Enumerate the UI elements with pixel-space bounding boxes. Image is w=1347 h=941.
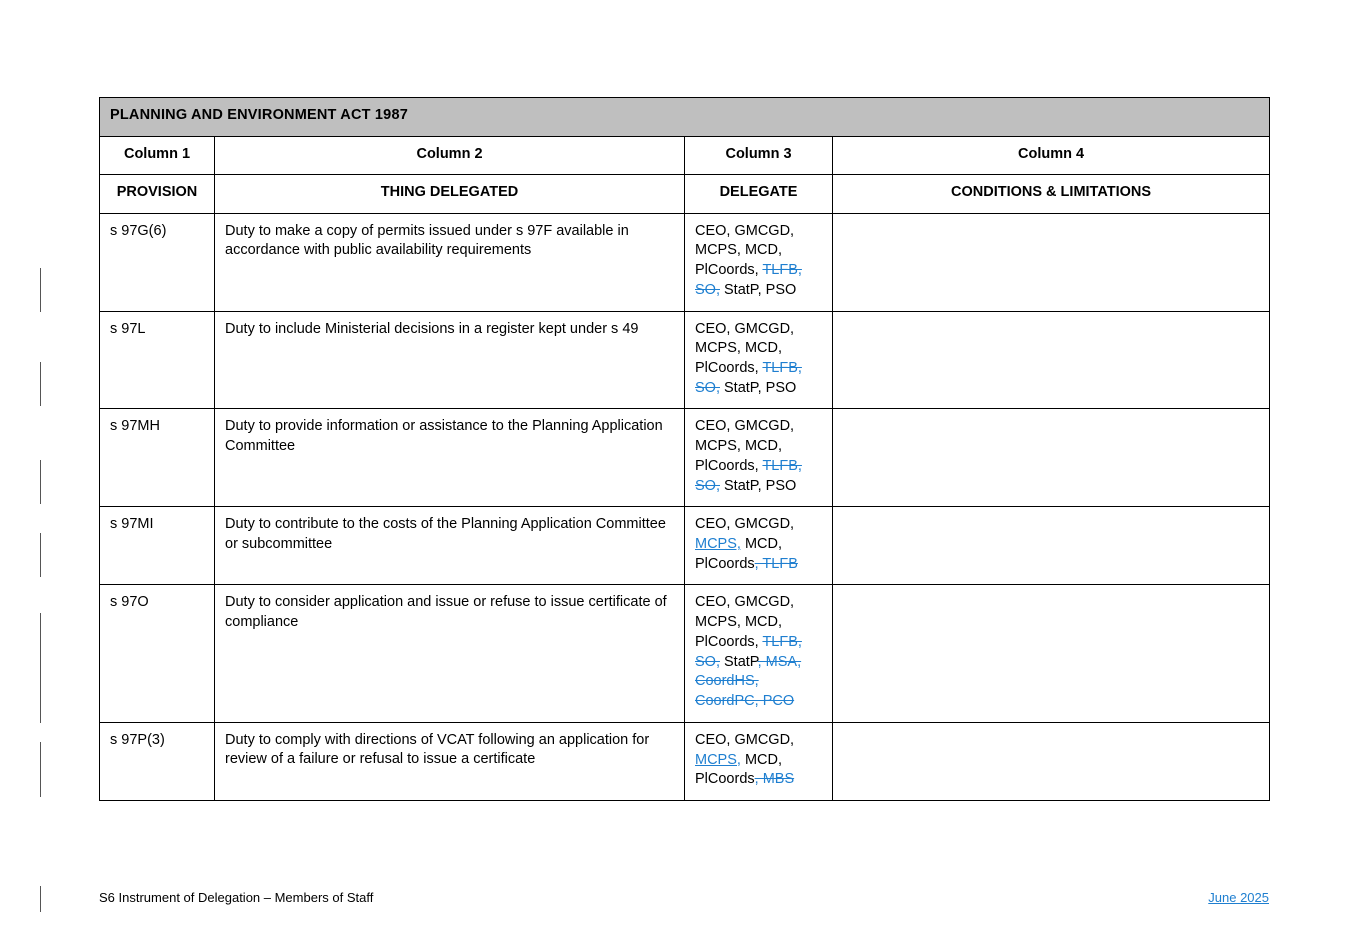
column-header-thing-delegated: THING DELEGATED: [215, 175, 685, 214]
cell-conditions: [833, 409, 1270, 507]
cell-thing-delegated: Duty to include Ministerial decisions in a register kept under s 49: [215, 311, 685, 409]
column-header-row: [100, 175, 1270, 214]
act-title: PLANNING AND ENVIRONMENT ACT 1987: [100, 98, 1270, 137]
delegate-text: [695, 418, 802, 493]
delegation-table: [99, 97, 1270, 801]
cell-delegate: [685, 409, 833, 507]
change-bar: [40, 742, 41, 797]
cell-conditions: [833, 722, 1270, 800]
inserted-text: MCPS,: [695, 751, 741, 768]
page-footer: [99, 890, 1269, 905]
plain-text: StatP, PSO: [719, 477, 797, 494]
act-title-row: [100, 98, 1270, 137]
delegate-text: [695, 321, 802, 396]
cell-provision: s 97G(6): [100, 213, 215, 311]
cell-delegate: [685, 311, 833, 409]
footer-left-text: S6 Instrument of Delegation – Members of Staff: [99, 890, 374, 905]
cell-provision: s 97O: [100, 585, 215, 722]
cell-provision: s 97L: [100, 311, 215, 409]
cell-thing-delegated: Duty to make a copy of permits issued under s 97F available in accordance with public availability requirements: [215, 213, 685, 311]
column-header-delegate: DELEGATE: [685, 175, 833, 214]
table-row: [100, 213, 1270, 311]
plain-text: MCD, PlCoords: [695, 536, 783, 572]
table-row: [100, 722, 1270, 800]
change-bar: [40, 613, 41, 723]
delegate-text: [695, 223, 802, 298]
deleted-text: , TLFB: [754, 555, 798, 572]
cell-conditions: [833, 311, 1270, 409]
inserted-text: MCPS,: [695, 536, 741, 553]
plain-text: CEO, GMCGD, MCPS, MCD, PlCoords,: [695, 418, 795, 474]
deleted-text: TLFB, SO,: [695, 262, 802, 298]
plain-text: CEO, GMCGD, MCPS, MCD, PlCoords,: [695, 222, 795, 279]
cell-provision: s 97MI: [100, 507, 215, 585]
delegate-text: [695, 594, 802, 709]
plain-text: CEO, GMCGD, MCPS, MCD, PlCoords,: [695, 320, 795, 376]
column-number-4: Column 4: [833, 136, 1270, 175]
cell-provision: s 97MH: [100, 409, 215, 507]
deleted-text: , MSA, CoordHS, CoordPC, PCO: [695, 653, 802, 710]
cell-provision: s 97P(3): [100, 722, 215, 800]
cell-thing-delegated: Duty to consider application and issue or refuse to issue certificate of compliance: [215, 585, 685, 722]
column-header-provision: PROVISION: [100, 175, 215, 214]
deleted-text: TLFB, SO,: [695, 360, 802, 396]
column-number-2: Column 2: [215, 136, 685, 175]
change-bar: [40, 460, 41, 504]
plain-text: CEO, GMCGD,: [695, 516, 795, 533]
cell-delegate: [685, 585, 833, 722]
column-number-1: Column 1: [100, 136, 215, 175]
column-header-conditions: CONDITIONS & LIMITATIONS: [833, 175, 1270, 214]
plain-text: CEO, GMCGD, MCPS, MCD, PlCoords,: [695, 594, 795, 650]
plain-text: CEO, GMCGD,: [695, 731, 795, 748]
cell-delegate: [685, 507, 833, 585]
cell-conditions: [833, 507, 1270, 585]
cell-thing-delegated: Duty to contribute to the costs of the Planning Application Committee or subcommittee: [215, 507, 685, 585]
table-row: [100, 585, 1270, 722]
plain-text: StatP, PSO: [719, 281, 797, 298]
deleted-text: TLFB, SO,: [695, 633, 802, 670]
table-row: [100, 507, 1270, 585]
cell-conditions: [833, 585, 1270, 722]
delegate-text: [695, 516, 798, 571]
footer-date[interactable]: June 2025: [1208, 890, 1269, 905]
change-bar: [40, 362, 41, 406]
change-bar: [40, 886, 41, 912]
column-number-3: Column 3: [685, 136, 833, 175]
cell-delegate: [685, 213, 833, 311]
cell-conditions: [833, 213, 1270, 311]
table-row: [100, 311, 1270, 409]
plain-text: StatP: [719, 653, 758, 670]
plain-text: StatP, PSO: [719, 379, 797, 396]
table-row: [100, 409, 1270, 507]
column-number-row: [100, 136, 1270, 175]
cell-thing-delegated: Duty to comply with directions of VCAT following an application for review of a failure or refusal to issue a certificate: [215, 722, 685, 800]
change-bar: [40, 533, 41, 577]
cell-thing-delegated: Duty to provide information or assistance to the Planning Application Committee: [215, 409, 685, 507]
deleted-text: , MBS: [754, 771, 795, 788]
deleted-text: TLFB, SO,: [695, 457, 802, 494]
delegate-text: [695, 732, 794, 787]
delegation-rows: [100, 213, 1270, 800]
change-bar: [40, 268, 41, 312]
plain-text: MCD, PlCoords: [695, 751, 783, 788]
cell-delegate: [685, 722, 833, 800]
